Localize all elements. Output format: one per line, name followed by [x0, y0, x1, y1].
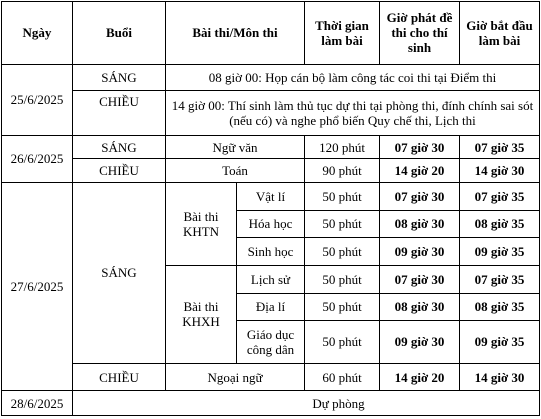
- table-row: [2, 159, 540, 182]
- subject-cell: Giáo dục công dân: [237, 321, 305, 364]
- start-time-cell: 14 giờ 30: [460, 363, 540, 391]
- duration-cell: 50 phút: [305, 293, 380, 321]
- duration-cell: 50 phút: [305, 182, 380, 210]
- duration-cell: 50 phút: [305, 265, 380, 293]
- duration-cell: 60 phút: [305, 363, 380, 391]
- subject-cell: Toán: [166, 159, 305, 182]
- session-cell: CHIỀU: [73, 91, 166, 136]
- table-row: [2, 64, 540, 91]
- subject-cell: Ngữ văn: [166, 136, 305, 159]
- duration-cell: 50 phút: [305, 238, 380, 266]
- start-time-cell: 07 giờ 35: [460, 182, 540, 210]
- duration-cell: 90 phút: [305, 159, 380, 182]
- distribute-time-cell: 08 giờ 30: [380, 210, 460, 238]
- subject-cell: Ngoại ngữ: [166, 363, 305, 391]
- note-cell: 08 giờ 00: Họp cán bộ làm công tác coi thi tại Điểm thi: [166, 64, 540, 91]
- distribute-time-cell: 14 giờ 20: [380, 363, 460, 391]
- duration-cell: 50 phút: [305, 321, 380, 364]
- session-cell: SÁNG: [73, 64, 166, 91]
- subject-cell: Lịch sử: [237, 265, 305, 293]
- distribute-time-cell: 07 giờ 30: [380, 182, 460, 210]
- subject-cell: Vật lí: [237, 182, 305, 210]
- header-session: Buổi: [73, 2, 166, 65]
- header-start-time: Giờ bắt đầu làm bài: [460, 2, 540, 65]
- subject-cell: Sinh học: [237, 238, 305, 266]
- distribute-time-cell: 07 giờ 30: [380, 136, 460, 159]
- duration-cell: 120 phút: [305, 136, 380, 159]
- start-time-cell: 09 giờ 35: [460, 238, 540, 266]
- header-duration: Thời gian làm bài: [305, 2, 380, 65]
- exam-schedule-table: [1, 1, 540, 416]
- date-cell: 28/6/2025: [2, 391, 73, 416]
- start-time-cell: 07 giờ 35: [460, 136, 540, 159]
- subject-cell: Địa lí: [237, 293, 305, 321]
- start-time-cell: 09 giờ 35: [460, 321, 540, 364]
- session-cell: SÁNG: [73, 136, 166, 159]
- duration-cell: 50 phút: [305, 210, 380, 238]
- table-row: [2, 136, 540, 159]
- date-cell: 26/6/2025: [2, 136, 73, 183]
- note-cell: 14 giờ 00: Thí sinh làm thủ tục dự thi tại phòng thi, đính chính sai sót (nếu có) và nghe phổ biến Quy chế thi, Lịch thi: [166, 91, 540, 136]
- start-time-cell: 08 giờ 35: [460, 293, 540, 321]
- header-date: Ngày: [2, 2, 73, 65]
- session-cell: CHIỀU: [73, 159, 166, 182]
- subject-cell: Hóa học: [237, 210, 305, 238]
- header-distribute-time: Giờ phát đề thi cho thí sinh: [380, 2, 460, 65]
- group-cell: Bài thi KHXH: [166, 265, 237, 363]
- table-row: [2, 391, 540, 416]
- distribute-time-cell: 09 giờ 30: [380, 321, 460, 364]
- header-row: [2, 2, 540, 65]
- session-cell: CHIỀU: [73, 363, 166, 391]
- distribute-time-cell: 14 giờ 20: [380, 159, 460, 182]
- date-cell: 27/6/2025: [2, 182, 73, 391]
- table-row: [2, 182, 540, 210]
- note-cell: Dự phòng: [73, 391, 540, 416]
- date-cell: 25/6/2025: [2, 64, 73, 135]
- header-subject: Bài thi/Môn thi: [166, 2, 305, 65]
- session-cell: SÁNG: [73, 182, 166, 363]
- distribute-time-cell: 08 giờ 30: [380, 293, 460, 321]
- start-time-cell: 14 giờ 30: [460, 159, 540, 182]
- table-row: [2, 363, 540, 391]
- start-time-cell: 07 giờ 35: [460, 265, 540, 293]
- table-row: [2, 91, 540, 136]
- distribute-time-cell: 07 giờ 30: [380, 265, 460, 293]
- start-time-cell: 08 giờ 35: [460, 210, 540, 238]
- distribute-time-cell: 09 giờ 30: [380, 238, 460, 266]
- group-cell: Bài thi KHTN: [166, 182, 237, 265]
